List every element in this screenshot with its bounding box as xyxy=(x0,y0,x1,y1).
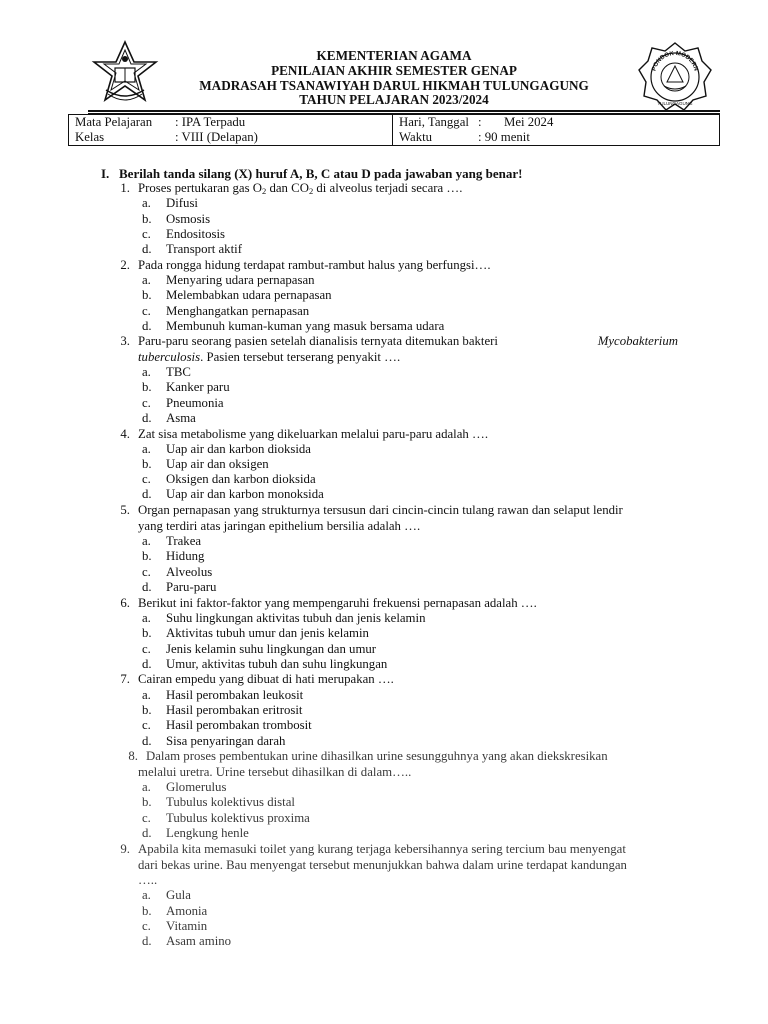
option-letter: d. xyxy=(142,319,152,333)
header-ministry: KEMENTERIAN AGAMA xyxy=(316,48,472,63)
info-table-divider xyxy=(392,115,393,145)
option-text: Uap air dan oksigen xyxy=(166,457,269,471)
option-text: Hasil perombakan leukosit xyxy=(166,688,304,702)
question-number: 9. xyxy=(120,842,130,856)
logo-right-text-top: PONDOK MODERN xyxy=(651,50,699,72)
option-letter: a. xyxy=(142,365,151,379)
option-letter: a. xyxy=(142,688,151,702)
header-rule-thick xyxy=(88,110,720,112)
option-letter: d. xyxy=(142,487,152,501)
subject-value: : IPA Terpadu xyxy=(175,115,246,129)
option-text: Transport aktif xyxy=(166,242,242,256)
question-text: Zat sisa metabolisme yang dikeluarkan melalui paru-paru adalah …. xyxy=(138,427,489,441)
question-number: 6. xyxy=(120,596,130,610)
option-letter: b. xyxy=(142,549,152,563)
option-letter: c. xyxy=(142,227,151,241)
exam-header xyxy=(160,49,628,108)
option-text: Gula xyxy=(166,888,191,902)
question-number: 2. xyxy=(120,258,130,272)
section-instruction: Berilah tanda silang (X) huruf A, B, C atau D pada jawaban yang benar! xyxy=(119,166,523,181)
option-text: Asam amino xyxy=(166,934,232,948)
exam-info-table xyxy=(68,114,720,146)
option-text: Tubulus kolektivus proxima xyxy=(166,811,310,825)
question-text: Dalam proses pembentukan urine dihasilkan urine sesungguhnya yang akan diekskresikan melalui uretra. Urine tersebut dihasilkan di dalam….. xyxy=(138,749,608,779)
option-letter: c. xyxy=(142,642,151,656)
option-letter: d. xyxy=(142,826,152,840)
option-text: Hasil perombakan eritrosit xyxy=(166,703,303,717)
option-letter: b. xyxy=(142,795,152,809)
header-academic-year: TAHUN PELAJARAN 2023/2024 xyxy=(299,92,489,108)
section-number: I. xyxy=(101,166,110,181)
option-text: Asma xyxy=(166,411,196,425)
option-text: Hidung xyxy=(166,549,205,563)
option-letter: c. xyxy=(142,304,151,318)
option-text: Umur, aktivitas tubuh dan suhu lingkungan xyxy=(166,657,388,671)
option-text: Paru-paru xyxy=(166,580,217,594)
question-text: Cairan empedu yang dibuat di hati merupakan …. xyxy=(138,672,394,686)
option-text: Uap air dan karbon monoksida xyxy=(166,487,324,501)
option-text: Melembabkan udara pernapasan xyxy=(166,288,332,302)
option-letter: a. xyxy=(142,888,151,902)
option-text: Tubulus kolektivus distal xyxy=(166,795,295,809)
svg-text:PONDOK MODERN xyxy=(651,51,698,72)
question-text: Berikut ini faktor-faktor yang mempengaruhi frekuensi pernapasan adalah …. xyxy=(138,596,537,610)
option-letter: b. xyxy=(142,457,152,471)
option-letter: a. xyxy=(142,196,151,210)
option-text: Endositosis xyxy=(166,227,226,241)
option-letter: c. xyxy=(142,396,151,410)
option-letter: a. xyxy=(142,534,151,548)
option-text: Menghangatkan pernapasan xyxy=(166,304,310,318)
question-number: 5. xyxy=(120,503,130,517)
question-text: Organ pernapasan yang strukturnya tersusun dari cincin-cincin tulang rawan dan selaput lendir yang terdiri atas jaringan epithelium bersilia adalah …. xyxy=(138,503,623,533)
option-text: Hasil perombakan trombosit xyxy=(166,718,312,732)
option-letter: a. xyxy=(142,273,151,287)
option-letter: d. xyxy=(142,734,152,748)
option-letter: b. xyxy=(142,703,152,717)
option-text: Kanker paru xyxy=(166,380,230,394)
question-text: Apabila kita memasuki toilet yang kurang terjaga kebersihannya sering tercium bau menyengat dari bekas urine. Bau menyengat tersebut menunjukkan bahwa dalam urine terdapat kandungan ….. xyxy=(138,842,627,887)
option-text: Amonia xyxy=(166,904,208,918)
option-letter: d. xyxy=(142,657,152,671)
header-school-name: MADRASAH TSANAWIYAH DARUL HIKMAH TULUNGAGUNG xyxy=(199,77,589,93)
madrasah-logo xyxy=(638,42,712,112)
question-number: 1. xyxy=(120,181,130,195)
option-text: Lengkung henle xyxy=(166,826,249,840)
header-exam-title: PENILAIAN AKHIR SEMESTER GENAP xyxy=(271,62,517,78)
option-text: Vitamin xyxy=(166,919,208,933)
question-text: Paru-paru seorang pasien setelah dianalisis ternyata ditemukan bakteri Mycobakterium tuberculosis. Pasien tersebut terserang penyakit …. xyxy=(138,334,678,364)
option-text: TBC xyxy=(166,365,191,379)
option-text: Glomerulus xyxy=(166,780,227,794)
option-letter: d. xyxy=(142,580,152,594)
option-letter: d. xyxy=(142,411,152,425)
option-letter: b. xyxy=(142,212,152,226)
option-text: Pneumonia xyxy=(166,396,224,410)
option-letter: c. xyxy=(142,565,151,579)
date-value: : Mei 2024 xyxy=(478,115,554,129)
option-letter: a. xyxy=(142,611,151,625)
question-text: Proses pertukaran gas $O_2$ dan $CO_2$ di alveolus terjadi secara …. xyxy=(138,181,463,196)
option-text: Alveolus xyxy=(166,565,213,579)
question-text: Pada rongga hidung terdapat rambut-rambut halus yang berfungsi…. xyxy=(138,258,491,272)
option-letter: b. xyxy=(142,904,152,918)
option-letter: d. xyxy=(142,934,152,948)
option-text: Oksigen dan karbon dioksida xyxy=(166,472,316,486)
option-text: Uap air dan karbon dioksida xyxy=(166,442,311,456)
option-letter: c. xyxy=(142,811,151,825)
option-letter: a. xyxy=(142,442,151,456)
class-label: Kelas xyxy=(75,130,105,144)
option-letter: a. xyxy=(142,780,151,794)
option-text: Menyaring udara pernapasan xyxy=(166,273,315,287)
option-text: Jenis kelamin suhu lingkungan dan umur xyxy=(166,642,377,656)
option-letter: b. xyxy=(142,288,152,302)
option-text: Aktivitas tubuh umur dan jenis kelamin xyxy=(166,626,369,640)
option-text: Sisa penyaringan darah xyxy=(166,734,286,748)
option-letter: b. xyxy=(142,626,152,640)
option-letter: d. xyxy=(142,242,152,256)
option-text: Osmosis xyxy=(166,212,211,226)
option-letter: c. xyxy=(142,919,151,933)
question-number: 4. xyxy=(120,427,130,441)
date-label: Hari, Tanggal xyxy=(399,115,469,129)
option-text: Trakea xyxy=(166,534,202,548)
time-label: Waktu xyxy=(399,130,433,144)
option-text: Suhu lingkungan aktivitas tubuh dan jenis kelamin xyxy=(166,611,426,625)
logo-right-text-bottom: TULUNGAGUNG xyxy=(657,101,693,106)
option-letter: c. xyxy=(142,472,151,486)
question-number: 3. xyxy=(120,334,130,348)
question-number: 7. xyxy=(120,672,130,686)
option-text: Difusi xyxy=(166,196,198,210)
option-letter: c. xyxy=(142,718,151,732)
class-value: : VIII (Delapan) xyxy=(175,130,258,144)
subject-label: Mata Pelajaran xyxy=(75,115,153,129)
option-text: Membunuh kuman-kuman yang masuk bersama udara xyxy=(166,319,445,333)
question-number: 8. xyxy=(128,749,138,763)
kementerian-agama-logo xyxy=(90,40,160,110)
time-value: : 90 menit xyxy=(478,130,530,144)
option-letter: b. xyxy=(142,380,152,394)
